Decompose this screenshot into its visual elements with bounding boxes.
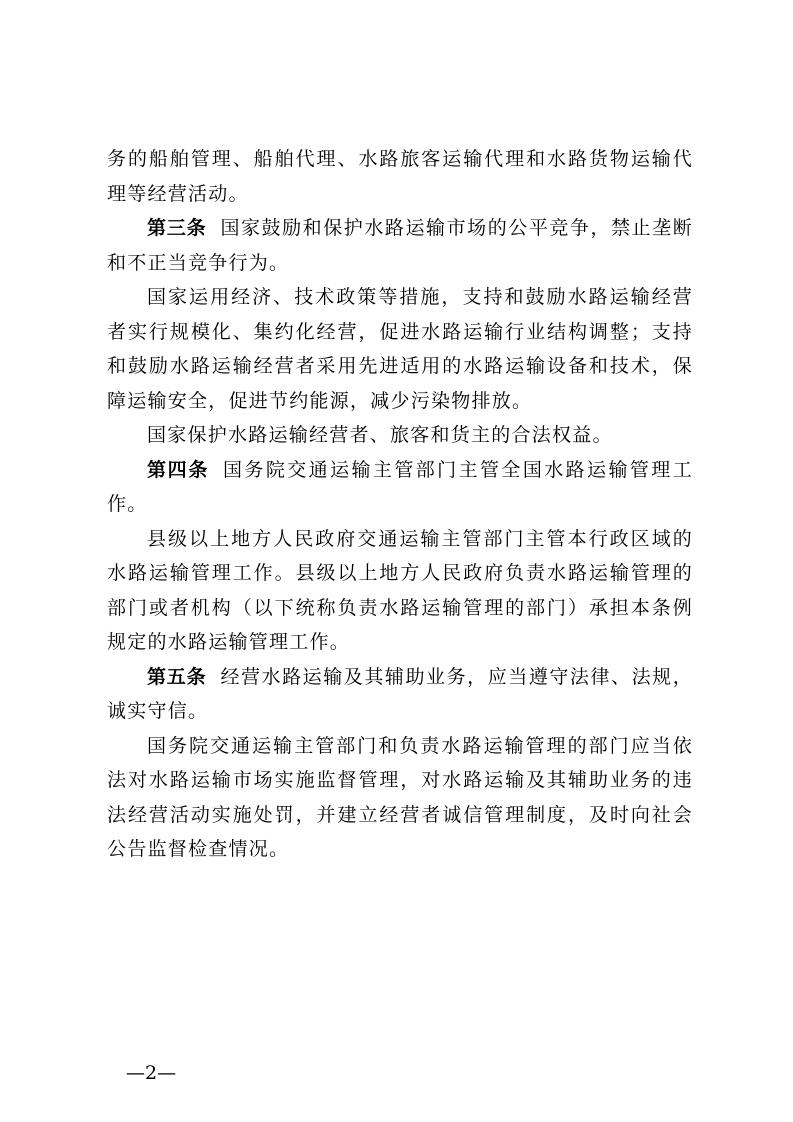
paragraph-text: 国家鼓励和保护水路运输市场的公平竞争，禁止垄断和不正当竞争行为。: [107, 217, 693, 274]
article-number: 第四条: [147, 458, 209, 481]
paragraph-text: 国务院交通运输主管部门和负责水路运输管理的部门应当依法对水路运输市场实施监督管理，对水路运输及其辅助业务的违法经营活动实施处罚，并建立经营者诚信管理制度，及时向社会公告监督检查情况。: [107, 734, 693, 860]
paragraph-text: 国家运用经济、技术政策等措施，支持和鼓励水路运输经营者实行规模化、集约化经营，促进水路运输行业结构调整；支持和鼓励水路运输经营者采用先进适用的水路运输设备和技术，保障运输安全，促进节约能源，减少污染物排放。: [107, 286, 693, 412]
paragraph-text: 国家保护水路运输经营者、旅客和货主的合法权益。: [147, 424, 613, 446]
article-4-paragraph: [107, 453, 693, 522]
article-5-paragraph-2: [107, 729, 693, 867]
paragraph-text: 县级以上地方人民政府交通运输主管部门主管本行政区域的水路运输管理工作。县级以上地方人民政府负责水路运输管理的部门或者机构（以下统称负责水路运输管理的部门）承担本条例规定的水路运输管理工作。: [107, 527, 693, 653]
paragraph-text: 务的船舶管理、船舶代理、水路旅客运输代理和水路货物运输代理等经营活动。: [107, 148, 693, 205]
article-3-paragraph-3: [107, 418, 693, 453]
article-number: 第三条: [147, 217, 207, 239]
paragraph-continuation: [107, 142, 693, 211]
paragraph-text: 国务院交通运输主管部门主管全国水路运输管理工作。: [107, 458, 693, 515]
article-number: 第五条: [147, 665, 207, 688]
article-3-paragraph: [107, 211, 693, 280]
article-5-paragraph: [107, 660, 693, 729]
page-number: —2—: [126, 1062, 177, 1084]
document-body: [107, 142, 693, 867]
paragraph-text: 经营水路运输及其辅助业务，应当遵守法律、法规，诚实守信。: [107, 665, 693, 722]
article-3-paragraph-2: [107, 280, 693, 418]
article-4-paragraph-2: [107, 522, 693, 660]
